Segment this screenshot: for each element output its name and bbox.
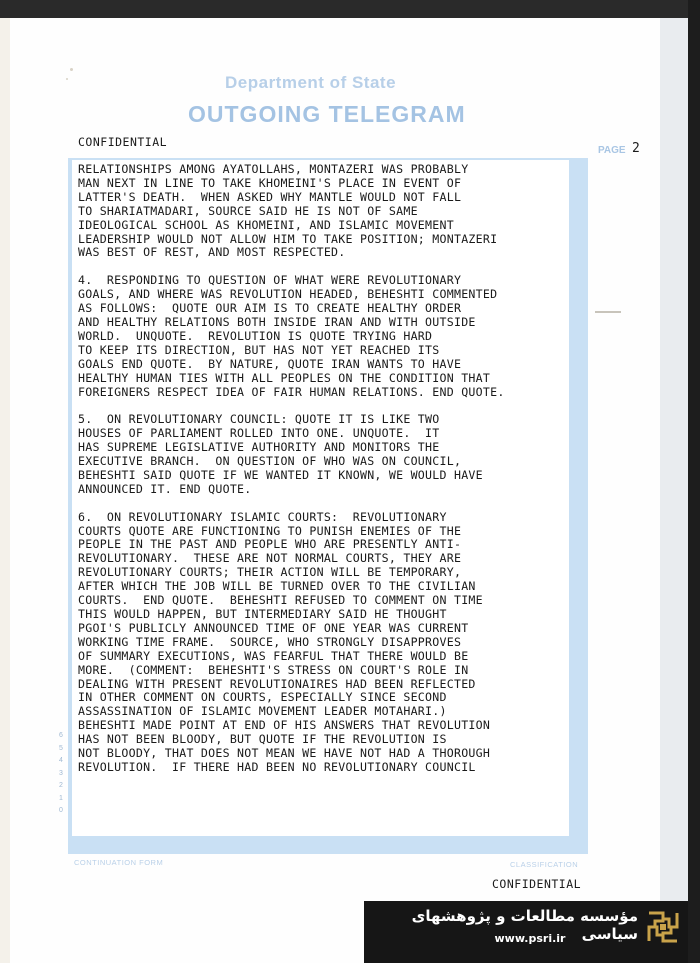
margin-number: 3 xyxy=(59,769,63,777)
margin-line-counter xyxy=(57,730,65,818)
body-line: HAS NOT BEEN BLOODY, BUT QUOTE IF THE REVOLUTION IS xyxy=(78,732,447,747)
body-line: 5. ON REVOLUTIONARY COUNCIL: QUOTE IT IS LIKE TWO xyxy=(78,412,440,427)
body-line: 4. RESPONDING TO QUESTION OF WHAT WERE REVOLUTIONARY xyxy=(78,273,462,288)
department-heading: Department of State xyxy=(225,73,397,92)
body-line: RELATIONSHIPS AMONG AYATOLLAHS, MONTAZERI WAS PROBABLY xyxy=(78,162,469,176)
body-line: REVOLUTIONARY COURTS; THEIR ACTION WILL BE TEMPORARY, xyxy=(78,565,462,580)
body-line: DEALING WITH PRESENT REVOLUTIONAIRES HAD BEEN REFLECTED xyxy=(78,676,476,691)
body-line: NOT BLOODY, THAT DOES NOT MEAN WE HAVE NOT HAD A THOROUGH xyxy=(78,746,491,761)
institute-logo-icon xyxy=(643,907,683,947)
page-number: 2 xyxy=(632,141,640,156)
body-line xyxy=(78,260,578,274)
body-line: AND HEALTHY RELATIONS BOTH INSIDE IRAN AND WITH OUTSIDE xyxy=(78,314,476,329)
body-line: LEADERSHIP WOULD NOT ALLOW HIM TO TAKE POSITION; MONTAZERI xyxy=(78,231,498,246)
scan-border-right xyxy=(688,0,700,963)
body-line: ASSASSINATION OF ISLAMIC MOVEMENT LEADER MOTAHARI.) xyxy=(78,704,447,719)
body-line: COURTS. END QUOTE. BEHESHTI REFUSED TO COMMENT ON TIME xyxy=(78,593,483,608)
body-line: BEHESHTI MADE POINT AT END OF HIS ANSWERS THAT REVOLUTION xyxy=(78,718,491,733)
classification-bottom: CONFIDENTIAL xyxy=(492,877,582,891)
body-line: HEALTHY HUMAN TIES WITH ALL PEOPLES ON THE CONDITION THAT xyxy=(78,370,491,385)
margin-number: 4 xyxy=(59,757,63,764)
body-line: LATTER'S DEATH. WHEN ASKED WHY MANTLE WOULD NOT FALL xyxy=(78,189,462,204)
body-line: BEHESHTI SAID QUOTE IF WE WANTED IT KNOWN, WE WOULD HAVE xyxy=(78,467,483,482)
body-line: PEOPLE IN THE PAST AND PEOPLE WHO ARE PRESENTLY ANTI- xyxy=(78,537,462,552)
body-line: REVOLUTIONARY. THESE ARE NOT NORMAL COURTS, THEY ARE xyxy=(78,551,462,566)
institute-url: www.psri.ir xyxy=(494,932,566,945)
body-line: HAS SUPREME LEGISLATIVE AUTHORITY AND MONITORS THE xyxy=(78,440,440,455)
body-line: THIS WOULD HAPPEN, BUT INTERMEDIARY SAID HE THOUGHT xyxy=(78,607,447,621)
body-line: WAS BEST OF REST, AND MOST RESPECTED. xyxy=(78,245,346,260)
body-line: GOALS, AND WHERE WAS REVOLUTION HEADED, BEHESHTI COMMENTED xyxy=(78,287,498,302)
body-line: AS FOLLOWS: QUOTE OUR AIM IS TO CREATE HEALTHY ORDER xyxy=(78,301,462,316)
body-line: OF SUMMARY EXECUTIONS, WAS FEARFUL THAT THERE WOULD BE xyxy=(78,648,469,663)
body-line: EXECUTIVE BRANCH. ON QUESTION OF WHO WAS ON COUNCIL, xyxy=(78,454,462,469)
margin-number: 5 xyxy=(59,744,63,752)
pen-mark xyxy=(595,311,621,313)
body-line: GOALS END QUOTE. BY NATURE, QUOTE IRAN WANTS TO HAVE xyxy=(78,356,462,371)
body-line: IN OTHER COMMENT ON COURTS, ESPECIALLY SINCE SECOND xyxy=(78,690,447,705)
telegram-title: OUTGOING TELEGRAM xyxy=(188,101,466,127)
body-line: 6. ON REVOLUTIONARY ISLAMIC COURTS: REVOLUTIONARY xyxy=(78,509,447,524)
body-line: WORKING TIME FRAME. SOURCE, WHO STRONGLY DISAPPROVES xyxy=(78,634,462,649)
scan-border-top xyxy=(0,0,700,18)
body-line: PGOI'S PUBLICLY ANNOUNCED TIME OF ONE YEAR WAS CURRENT xyxy=(78,620,469,635)
continuation-form-label: CONTINUATION FORM xyxy=(74,858,164,867)
margin-number: 2 xyxy=(59,782,63,789)
scan-speck xyxy=(66,78,68,80)
body-line xyxy=(78,497,578,511)
body-line: AFTER WHICH THE JOB WILL BE TURNED OVER TO THE CIVILIAN xyxy=(78,579,476,594)
body-line: MAN NEXT IN LINE TO TAKE KHOMEINI'S PLACE IN EVENT OF xyxy=(78,175,462,190)
body-line: IDEOLOGICAL SCHOOL AS KHOMEINI, AND ISLAMIC MOVEMENT xyxy=(78,217,454,232)
page-label: PAGE xyxy=(598,145,626,156)
body-line: HOUSES OF PARLIAMENT ROLLED INTO ONE. UNQUOTE. IT xyxy=(78,426,440,441)
telegram-body xyxy=(78,163,578,775)
margin-number: 1 xyxy=(59,794,63,802)
body-line: FOREIGNERS RESPECT IDEA OF FAIR HUMAN RELATIONS. END QUOTE. xyxy=(78,384,505,399)
body-line: TO SHARIATMADARI, SOURCE SAID HE IS NOT OF SAME xyxy=(78,203,418,218)
margin-number: 6 xyxy=(59,732,63,739)
institute-name: مؤسسه مطالعات و پژوهشهای سیاسی xyxy=(411,907,638,943)
classification-top: CONFIDENTIAL xyxy=(78,135,168,149)
body-line: MORE. (COMMENT: BEHESHTI'S STRESS ON COURT'S ROLE IN xyxy=(78,662,469,677)
body-line xyxy=(78,399,578,413)
body-line: WORLD. UNQUOTE. REVOLUTION IS QUOTE TRYING HARD xyxy=(78,328,433,343)
classification-label: CLASSIFICATION xyxy=(510,860,579,869)
scan-edge-left xyxy=(0,18,10,963)
scan-speck xyxy=(70,68,73,71)
page-shadow xyxy=(660,18,688,963)
margin-number: 0 xyxy=(59,807,63,814)
body-line: TO KEEP ITS DIRECTION, BUT HAS NOT YET REACHED ITS xyxy=(78,342,440,357)
body-line: ANNOUNCED IT. END QUOTE. xyxy=(78,481,252,496)
body-line: COURTS QUOTE ARE FUNCTIONING TO PUNISH ENEMIES OF THE xyxy=(78,523,462,538)
body-line: REVOLUTION. IF THERE HAD BEEN NO REVOLUTIONARY COUNCIL xyxy=(78,759,476,774)
